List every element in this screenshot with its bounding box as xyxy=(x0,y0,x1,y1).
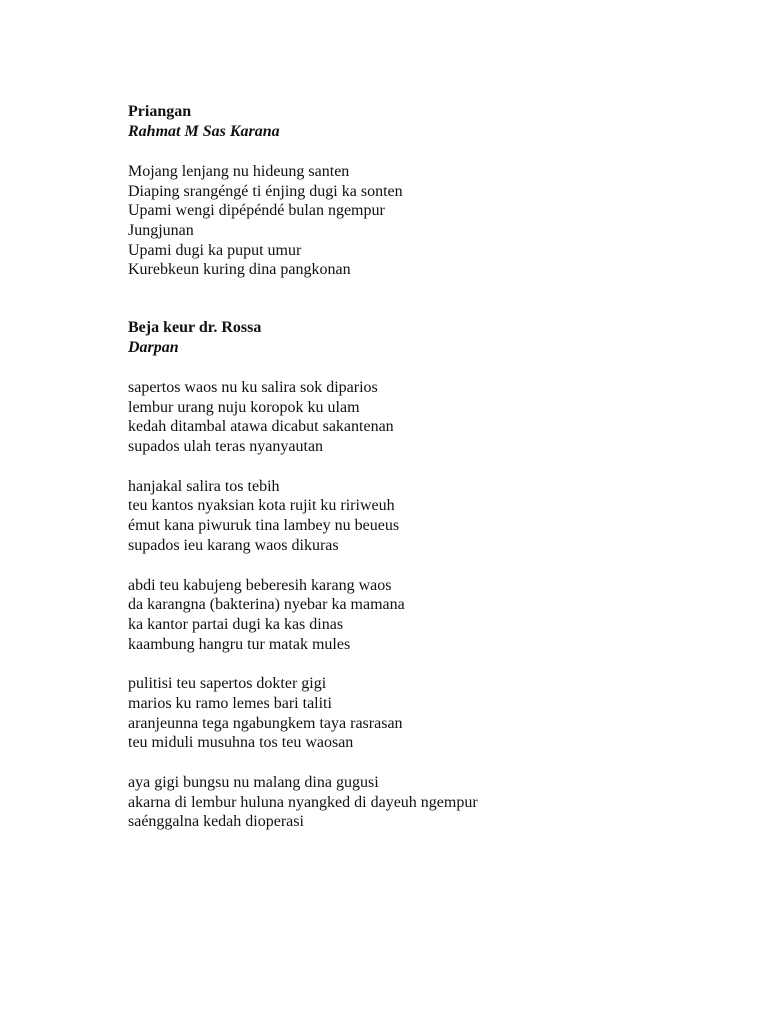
poem-line: da karangna (bakterina) nyebar ka mamana xyxy=(128,596,405,614)
stanza xyxy=(128,576,688,655)
stanza xyxy=(128,162,688,280)
poem-line: teu kantos nyaksian kota rujit ku ririweuh xyxy=(128,497,395,515)
poem-line: abdi teu kabujeng beberesih karang waos xyxy=(128,576,392,594)
poem-line: sapertos waos nu ku salira sok diparios xyxy=(128,379,378,396)
poem-line: Kurebkeun kuring dina pangkonan xyxy=(128,261,351,279)
poem-line: supados ulah teras nyanyautan xyxy=(128,438,324,456)
poem-author: Darpan xyxy=(128,339,179,356)
poem-title: Beja keur dr. Rossa xyxy=(128,319,262,336)
poem-title: Priangan xyxy=(128,103,192,120)
poem-line: ka kantor partai dugi ka kas dinas xyxy=(128,615,344,633)
stanza xyxy=(128,674,688,753)
stanza xyxy=(128,773,688,832)
poem-line: kedah ditambal atawa dicabut sakantenan xyxy=(128,418,394,436)
poem-line: Jungjunan xyxy=(128,222,194,240)
poem-beja-keur-dr-rossa xyxy=(128,318,688,832)
poem-line: kaambung hangru tur matak mules xyxy=(128,635,351,653)
poem-line: akarna di lembur huluna nyangked di dayeuh ngempur xyxy=(128,793,478,811)
poem-line: Upami dugi ka puput umur xyxy=(128,241,302,259)
poem-line: teu miduli musuhna tos teu waosan xyxy=(128,734,354,752)
poem-line: lembur urang nuju koropok ku ulam xyxy=(128,398,360,416)
stanza xyxy=(128,477,688,556)
poem-line: émut kana piwuruk tina lambey nu beueus xyxy=(128,517,400,535)
poem-line: hanjakal salira tos tebih xyxy=(128,477,280,495)
poem-author: Rahmat M Sas Karana xyxy=(128,123,280,140)
poem-line: Diaping srangéngé ti énjing dugi ka sonten xyxy=(128,182,403,200)
poem-line: supados ieu karang waos dikuras xyxy=(128,536,339,554)
stanza xyxy=(128,378,688,457)
poem-line: aya gigi bungsu nu malang dina gugusi xyxy=(128,774,379,791)
poem-line: Mojang lenjang nu hideung santen xyxy=(128,163,350,180)
poem-line: aranjeunna tega ngabungkem taya rasrasan xyxy=(128,714,403,732)
poem-line: pulitisi teu sapertos dokter gigi xyxy=(128,675,327,693)
poem-line: marios ku ramo lemes bari taliti xyxy=(128,694,332,712)
poem-line: Upami wengi dipépéndé bulan ngempur xyxy=(128,202,385,220)
poem-priangan xyxy=(128,102,688,280)
poem-line: saénggalna kedah dioperasi xyxy=(128,813,304,831)
